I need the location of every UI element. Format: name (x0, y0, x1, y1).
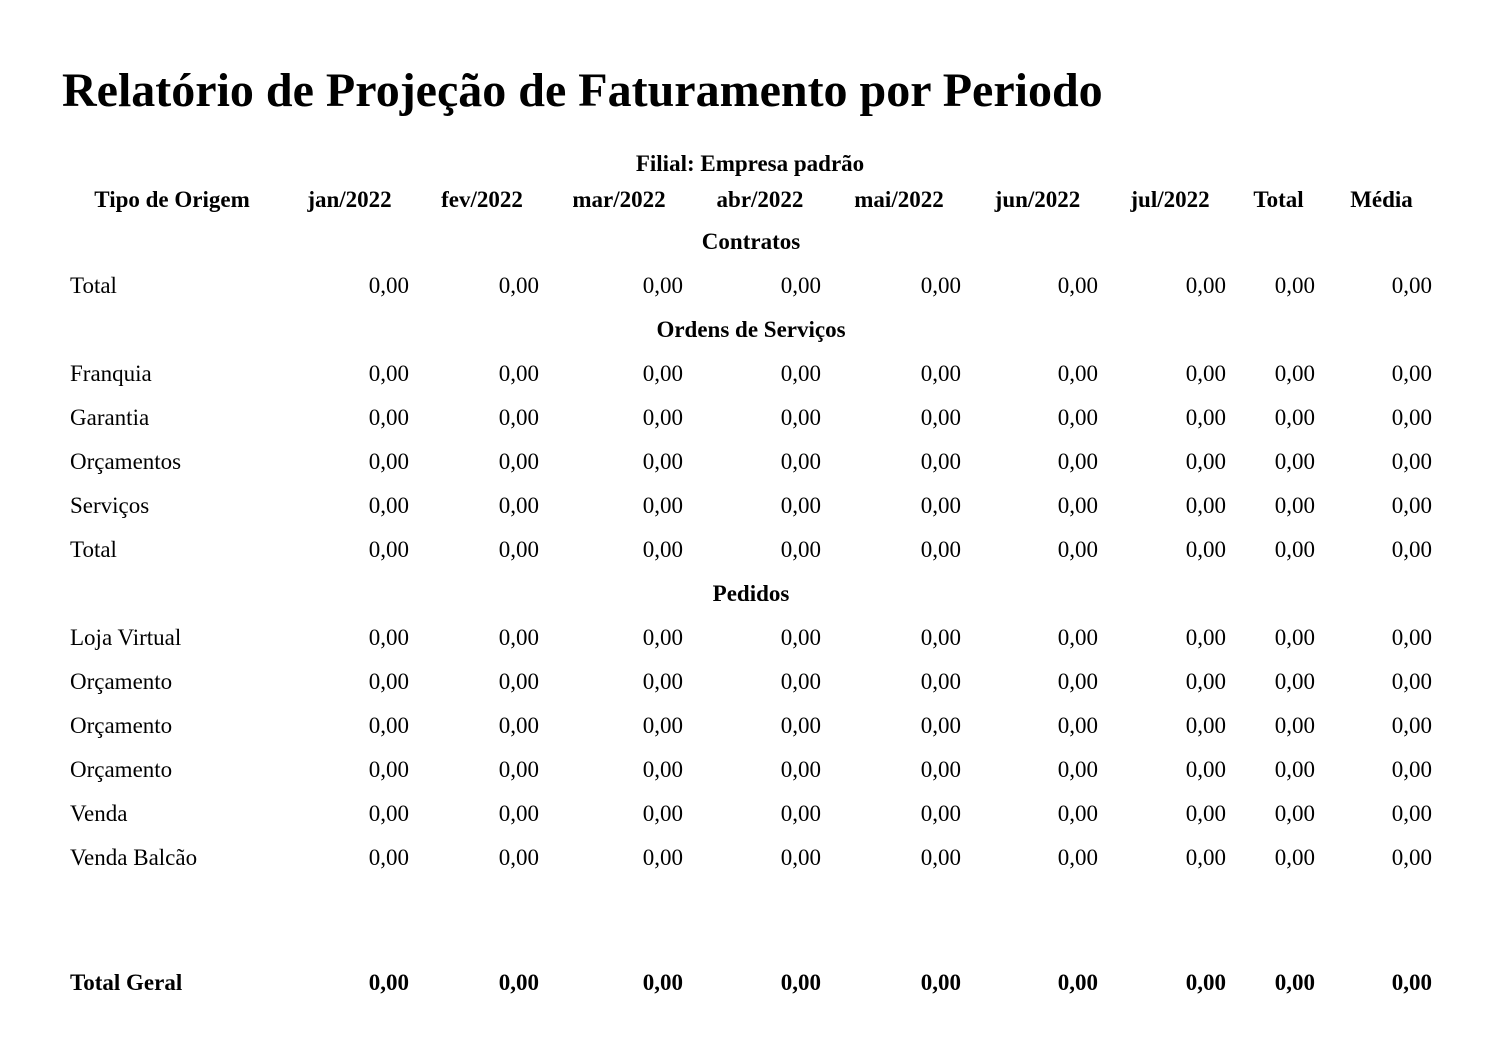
row-value: 0,00 (1274, 713, 1315, 738)
spacer-row (62, 880, 1440, 961)
row-value: 0,00 (1274, 405, 1315, 430)
row-value: 0,00 (1274, 537, 1315, 562)
row-value: 0,00 (368, 449, 409, 474)
table-row (62, 836, 1440, 880)
column-header-jun: jun/2022 (994, 187, 1081, 212)
grand-total-value: 0,00 (642, 970, 683, 995)
table-row (62, 616, 1440, 660)
row-value: 0,00 (498, 449, 539, 474)
row-value: 0,00 (642, 801, 683, 826)
row-value: 0,00 (1057, 273, 1098, 298)
row-label: Total (70, 273, 117, 298)
row-value: 0,00 (1057, 361, 1098, 386)
row-value: 0,00 (1391, 669, 1432, 694)
row-value: 0,00 (1391, 405, 1432, 430)
row-value: 0,00 (1391, 449, 1432, 474)
header-row (62, 180, 1440, 220)
row-value: 0,00 (1057, 801, 1098, 826)
grand-total-value: 0,00 (498, 970, 539, 995)
row-value: 0,00 (920, 537, 961, 562)
row-value: 0,00 (780, 669, 821, 694)
row-value: 0,00 (780, 361, 821, 386)
grand-total-value: 0,00 (368, 970, 409, 995)
row-value: 0,00 (1057, 713, 1098, 738)
report-body (62, 220, 1440, 1005)
row-value: 0,00 (1274, 493, 1315, 518)
row-value: 0,00 (368, 845, 409, 870)
row-value: 0,00 (780, 625, 821, 650)
row-value: 0,00 (368, 405, 409, 430)
row-value: 0,00 (1391, 361, 1432, 386)
row-value: 0,00 (780, 801, 821, 826)
row-value: 0,00 (1185, 361, 1226, 386)
row-value: 0,00 (642, 845, 683, 870)
column-header-total: Total (1253, 187, 1304, 212)
row-value: 0,00 (498, 273, 539, 298)
row-value: 0,00 (498, 405, 539, 430)
row-value: 0,00 (642, 669, 683, 694)
row-value: 0,00 (1391, 801, 1432, 826)
row-value: 0,00 (368, 757, 409, 782)
row-value: 0,00 (1391, 757, 1432, 782)
row-value: 0,00 (498, 493, 539, 518)
column-header-jul: jul/2022 (1130, 187, 1210, 212)
row-value: 0,00 (1057, 493, 1098, 518)
table-row (62, 748, 1440, 792)
row-value: 0,00 (642, 713, 683, 738)
row-value: 0,00 (498, 801, 539, 826)
row-value: 0,00 (1391, 537, 1432, 562)
row-value: 0,00 (1274, 845, 1315, 870)
row-value: 0,00 (498, 625, 539, 650)
row-value: 0,00 (368, 713, 409, 738)
row-value: 0,00 (498, 537, 539, 562)
section-title: Ordens de Serviços (656, 317, 846, 342)
section-header-row (62, 308, 1440, 352)
row-label: Franquia (70, 361, 152, 386)
row-value: 0,00 (780, 757, 821, 782)
row-value: 0,00 (642, 493, 683, 518)
row-value: 0,00 (780, 713, 821, 738)
column-header-average: Média (1350, 187, 1413, 212)
row-value: 0,00 (1274, 801, 1315, 826)
row-value: 0,00 (1057, 625, 1098, 650)
row-label: Orçamento (70, 757, 173, 782)
row-value: 0,00 (920, 625, 961, 650)
row-value: 0,00 (1185, 669, 1226, 694)
report-table (62, 180, 1440, 1005)
row-value: 0,00 (780, 273, 821, 298)
branch-label: Filial: Empresa padrão (635, 151, 865, 176)
table-row (62, 440, 1440, 484)
table-row (62, 792, 1440, 836)
column-header-apr: abr/2022 (716, 187, 804, 212)
row-value: 0,00 (1391, 493, 1432, 518)
row-value: 0,00 (1185, 757, 1226, 782)
row-value: 0,00 (498, 361, 539, 386)
table-row (62, 660, 1440, 704)
row-value: 0,00 (1057, 845, 1098, 870)
table-row (62, 264, 1440, 308)
row-value: 0,00 (1057, 757, 1098, 782)
row-value: 0,00 (1391, 273, 1432, 298)
row-value: 0,00 (780, 845, 821, 870)
grand-total-row (62, 961, 1440, 1005)
row-value: 0,00 (642, 757, 683, 782)
row-value: 0,00 (780, 405, 821, 430)
row-value: 0,00 (1274, 449, 1315, 474)
row-value: 0,00 (780, 493, 821, 518)
table-row (62, 484, 1440, 528)
row-label: Orçamento (70, 713, 173, 738)
row-value: 0,00 (1391, 625, 1432, 650)
row-value: 0,00 (1274, 757, 1315, 782)
row-value: 0,00 (1274, 625, 1315, 650)
row-value: 0,00 (1185, 405, 1226, 430)
grand-total-value: 0,00 (920, 970, 961, 995)
column-header-may: mai/2022 (854, 187, 944, 212)
row-value: 0,00 (920, 713, 961, 738)
row-value: 0,00 (1057, 405, 1098, 430)
row-value: 0,00 (498, 669, 539, 694)
row-label: Serviços (70, 493, 150, 518)
report-title: Relatório de Projeção de Faturamento por Periodo (62, 64, 1103, 117)
row-value: 0,00 (1391, 845, 1432, 870)
table-row (62, 352, 1440, 396)
row-value: 0,00 (642, 537, 683, 562)
row-value: 0,00 (920, 845, 961, 870)
row-label: Venda (70, 801, 128, 826)
row-value: 0,00 (1185, 493, 1226, 518)
row-value: 0,00 (1185, 801, 1226, 826)
row-value: 0,00 (1274, 273, 1315, 298)
row-value: 0,00 (642, 625, 683, 650)
row-value: 0,00 (368, 801, 409, 826)
row-value: 0,00 (368, 361, 409, 386)
row-value: 0,00 (920, 757, 961, 782)
grand-total-value: 0,00 (1274, 970, 1315, 995)
row-value: 0,00 (1185, 273, 1226, 298)
row-value: 0,00 (498, 845, 539, 870)
table-row (62, 396, 1440, 440)
row-value: 0,00 (642, 273, 683, 298)
row-value: 0,00 (1185, 449, 1226, 474)
row-value: 0,00 (1057, 669, 1098, 694)
row-label: Orçamentos (70, 449, 182, 474)
row-value: 0,00 (368, 537, 409, 562)
table-row (62, 704, 1440, 748)
row-label: Orçamento (70, 669, 173, 694)
grand-total-value: 0,00 (1391, 970, 1432, 995)
spacer-cell (62, 880, 1440, 961)
column-header-jan: jan/2022 (307, 187, 392, 212)
row-value: 0,00 (920, 361, 961, 386)
row-value: 0,00 (1185, 713, 1226, 738)
grand-total-label: Total Geral (70, 970, 183, 995)
row-value: 0,00 (920, 801, 961, 826)
row-value: 0,00 (1185, 537, 1226, 562)
row-value: 0,00 (920, 405, 961, 430)
row-label: Total (70, 537, 117, 562)
row-value: 0,00 (1057, 537, 1098, 562)
row-label: Garantia (70, 405, 150, 430)
column-header-mar: mar/2022 (572, 187, 666, 212)
section-title: Pedidos (712, 581, 790, 606)
section-header-row (62, 220, 1440, 264)
section-title: Contratos (701, 229, 801, 254)
row-value: 0,00 (920, 449, 961, 474)
row-label: Venda Balcão (70, 845, 198, 870)
row-value: 0,00 (1185, 625, 1226, 650)
row-value: 0,00 (368, 625, 409, 650)
row-value: 0,00 (920, 669, 961, 694)
row-value: 0,00 (780, 537, 821, 562)
row-value: 0,00 (498, 757, 539, 782)
column-header-origin-type: Tipo de Origem (94, 187, 250, 212)
grand-total-value: 0,00 (1185, 970, 1226, 995)
table-row (62, 528, 1440, 572)
row-value: 0,00 (642, 361, 683, 386)
row-value: 0,00 (368, 273, 409, 298)
row-value: 0,00 (368, 493, 409, 518)
column-header-feb: fev/2022 (441, 187, 523, 212)
row-value: 0,00 (780, 449, 821, 474)
grand-total-value: 0,00 (1057, 970, 1098, 995)
row-value: 0,00 (1057, 449, 1098, 474)
row-value: 0,00 (368, 669, 409, 694)
row-value: 0,00 (642, 405, 683, 430)
row-value: 0,00 (642, 449, 683, 474)
row-value: 0,00 (920, 273, 961, 298)
section-header-row (62, 572, 1440, 616)
row-label: Loja Virtual (70, 625, 182, 650)
row-value: 0,00 (1185, 845, 1226, 870)
row-value: 0,00 (1274, 361, 1315, 386)
grand-total-value: 0,00 (780, 970, 821, 995)
row-value: 0,00 (1391, 713, 1432, 738)
row-value: 0,00 (920, 493, 961, 518)
row-value: 0,00 (498, 713, 539, 738)
row-value: 0,00 (1274, 669, 1315, 694)
